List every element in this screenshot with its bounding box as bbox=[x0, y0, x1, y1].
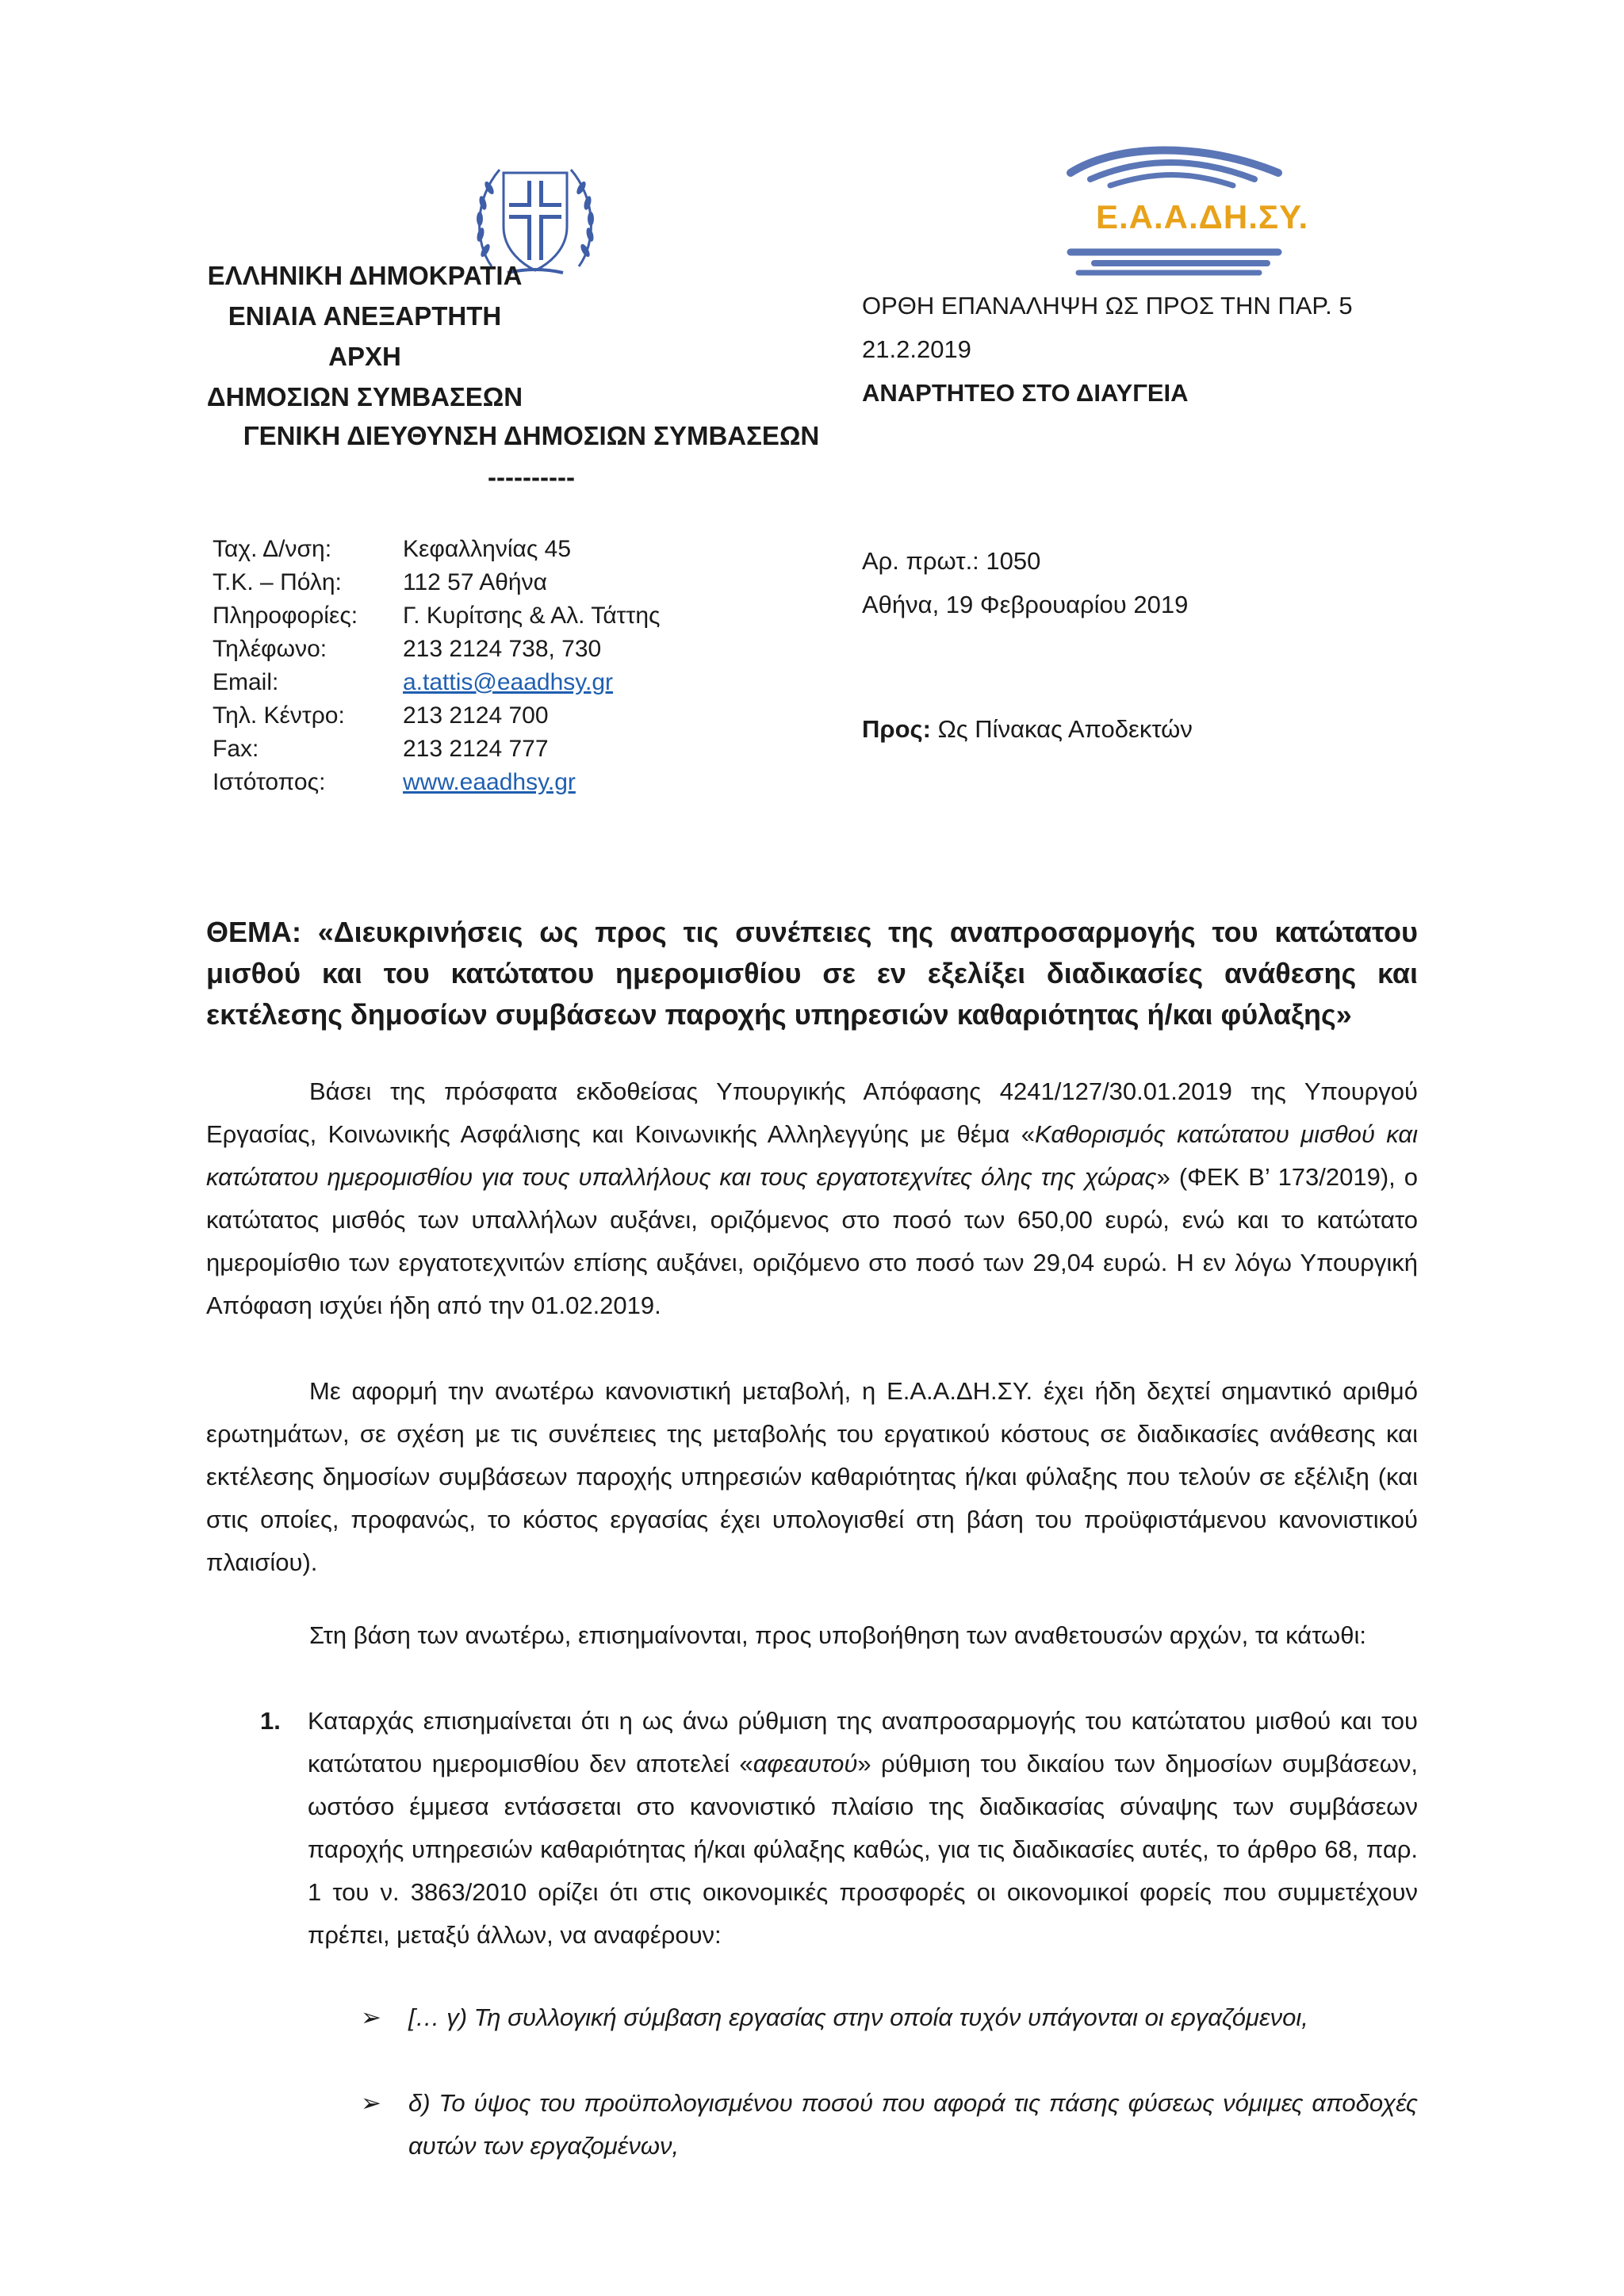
contact-value: 112 57 Αθήνα bbox=[403, 569, 547, 595]
item1-emphasis: αφεαυτού bbox=[753, 1750, 858, 1777]
document-date: Αθήνα, 19 Φεβρουαρίου 2019 bbox=[862, 591, 1189, 618]
bullet-text: δ) Το ύψος του προϋπολογισμένου ποσού που αφορά τις πάσης φύσεως νόμιμες αποδοχές αυτών των εργαζομένων, bbox=[408, 2089, 1418, 2160]
bullet-text: [… γ) Τη συλλογική σύμβαση εργασίας στην οποία τυχόν υπάγονται οι εργαζόμενοι, bbox=[408, 2003, 1308, 2031]
para2-text: Με αφορμή την ανωτέρω κανονιστική μεταβολή, η Ε.Α.Α.ΔΗ.ΣΥ. έχει ήδη δεχτεί σημαντικό αριθμό ερωτημάτων, σε σχέση με τις συνέπειες της μεταβολής του εργατικού κόστους σε διαδικασίες ανάθεσης και εκτέλεσης δημοσίων συμβάσεων παροχής υπηρεσιών καθαριότητας ή/και φύλαξης που τελούν σε εξέλιξη (και στις οποίες, προφανώς, το κόστος εργασίας έχει υπολογισθεί στη βάση του προϋφιστάμενου κανονιστικού πλαισίου). bbox=[206, 1377, 1418, 1576]
contact-label: Τ.Κ. – Πόλη: bbox=[213, 569, 342, 595]
arrow-bullet-icon: ➢ bbox=[361, 2089, 381, 2117]
para1-text: Βάσει της πρόσφατα εκδοθείσας Υπουργικής Απόφασης 4241/127/30.01.2019 της Υπουργού Εργασίας, Κοινωνικής Ασφάλισης και Κοινωνικής Αλληλεγγύης με θέμα « bbox=[206, 1077, 1418, 1148]
paragraph-1 bbox=[206, 1070, 1418, 1327]
republic-title: ΕΛΛΗΝΙΚΗ ΔΗΜΟΚΡΑΤΙΑ bbox=[207, 261, 523, 290]
paragraph-2 bbox=[206, 1370, 1418, 1584]
correction-note: ΟΡΘΗ ΕΠΑΝΑΛΗΨΗ ΩΣ ΠΡΟΣ ΤΗΝ ΠΑΡ. 5 bbox=[862, 292, 1353, 320]
subject-line: ΘΕΜΑ: «Διευκρινήσεις ως προς τις συνέπειες της αναπροσαρμογής του κατώτατου μισθού και του κατώτατου ημερομισθίου σε εν εξελίξει διαδικασίες ανάθεσης και εκτέλεσης δημοσίων συμβάσεων παροχής υπηρεσιών καθαριότητας ή/και φύλαξης» bbox=[206, 916, 1418, 1031]
recipient-label: Προς: bbox=[862, 715, 931, 743]
contact-value: 213 2124 738, 730 bbox=[403, 636, 602, 662]
authority-title-2: ΔΗΜΟΣΙΩΝ ΣΥΜΒΑΣΕΩΝ bbox=[206, 382, 523, 411]
item1-text: Καταρχάς επισημαίνεται ότι η ως άνω ρύθμιση της αναπροσαρμογής του κατώτατου μισθού και του κατώτατου ημερομισθίου δεν αποτελεί « bbox=[308, 1707, 1418, 1777]
contact-label: Ταχ. Δ/νση: bbox=[213, 536, 332, 562]
correction-date: 21.2.2019 bbox=[862, 335, 971, 363]
contact-value: 213 2124 777 bbox=[403, 736, 549, 762]
para1-text-cont: » (ΦΕΚ Β’ 173/2019), ο κατώτατος μισθός των υπαλλήλων αυξάνει, οριζόμενος στο ποσό των 650,00 ευρώ, ενώ και το κατώτατο ημερομίσθιο των εργατοτεχνιτών επίσης αυξάνει, οριζόμενο στο ποσό των 29,04 ευρώ. Η εν λόγω Υπουργική Απόφαση ισχύει ήδη από την 01.02.2019. bbox=[206, 1163, 1418, 1319]
eaadhsy-logo bbox=[1055, 141, 1309, 284]
list-item-number: 1. bbox=[260, 1707, 281, 1735]
contact-block bbox=[213, 533, 661, 799]
arrow-bullet-icon: ➢ bbox=[361, 2003, 381, 2031]
list-item-1 bbox=[260, 1700, 1418, 1957]
website-link[interactable]: www.eaadhsy.gr bbox=[403, 769, 576, 795]
email-link[interactable]: a.tattis@eaadhsy.gr bbox=[403, 669, 614, 695]
bullet-item bbox=[361, 2082, 1418, 2168]
authority-title: ΕΝΙΑΙΑ ΑΝΕΞΑΡΤΗΤΗ ΑΡΧΗ bbox=[228, 301, 502, 371]
contact-label: Fax: bbox=[213, 736, 259, 762]
contact-value: 213 2124 700 bbox=[403, 702, 549, 729]
contact-label: Email: bbox=[213, 669, 279, 695]
publish-note: ΑΝΑΡΤΗΤΕΟ ΣΤΟ ΔΙΑΥΓΕΙΑ bbox=[862, 379, 1189, 407]
contact-label: Τηλέφωνο: bbox=[213, 636, 327, 662]
contact-label: Πληροφορίες: bbox=[213, 603, 358, 629]
contact-label: Τηλ. Κέντρο: bbox=[213, 702, 345, 729]
protocol-number: Αρ. πρωτ.: 1050 bbox=[862, 547, 1041, 575]
bullet-item bbox=[361, 1996, 1418, 2039]
logo-text: Ε.Α.Α.ΔΗ.ΣΥ. bbox=[1096, 198, 1309, 235]
contact-value: Κεφαλληνίας 45 bbox=[403, 536, 572, 562]
item1-text-cont: » ρύθμιση του δικαίου των δημοσίων συμβάσεων, ωστόσο έμμεσα εντάσσεται στο κανονιστικό πλαίσιο της διαδικασίας σύναψης των συμβάσεων παροχής υπηρεσιών καθαριότητας ή/και φύλαξης καθώς, για τις διαδικασίες αυτές, το άρθρο 68, παρ. 1 του ν. 3863/2010 ορίζει ότι στις οικονομικές προσφορές οι οικονομικοί φορείς που συμμετέχουν πρέπει, μεταξύ άλλων, να αναφέρουν: bbox=[308, 1750, 1419, 1949]
contact-value: Γ. Κυρίτσης & Αλ. Τάττης bbox=[403, 603, 661, 629]
directorate-title: ΓΕΝΙΚΗ ΔΙΕΥΘΥΝΣΗ ΔΗΜΟΣΙΩΝ ΣΥΜΒΑΣΕΩΝ bbox=[243, 421, 820, 450]
divider: ---------- bbox=[488, 462, 575, 492]
recipient-value: Ως Πίνακας Αποδεκτών bbox=[930, 715, 1193, 743]
para1-decision-title: Καθορισμός κατώτατου μισθού και κατώτατου ημερομισθίου για τους υπαλλήλους και τους εργατοτεχνίτες όλης της χώρας bbox=[206, 1120, 1418, 1191]
contact-label: Ιστότοπος: bbox=[213, 769, 326, 795]
paragraph-3 bbox=[206, 1614, 1418, 1657]
para3-text: Στη βάση των ανωτέρω, επισημαίνονται, προς υποβοήθηση των αναθετουσών αρχών, τα κάτωθι: bbox=[309, 1621, 1366, 1649]
